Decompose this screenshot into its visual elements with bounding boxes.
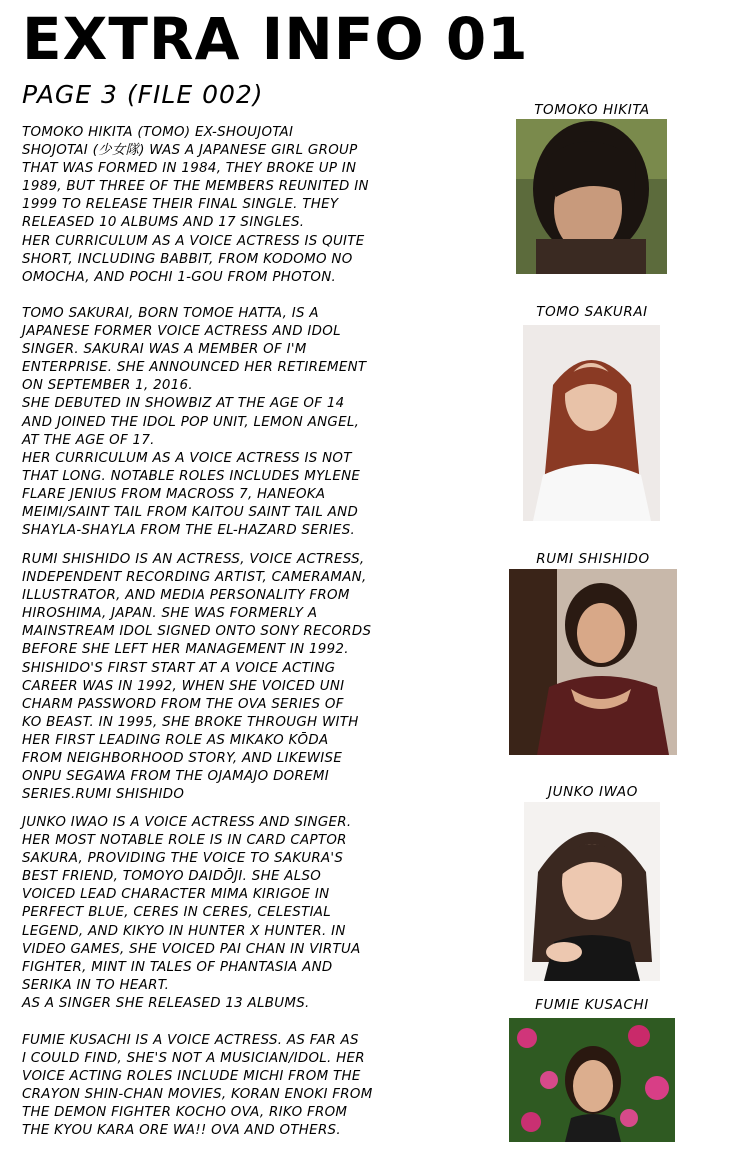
page-title: EXTRA INFO 01 — [22, 5, 529, 73]
page-subtitle: PAGE 3 (FILE 002) — [22, 80, 264, 109]
caption-tomoko-hikita: TOMOKO HIKITA — [534, 102, 650, 118]
bio-text-rumi-shishido: RUMI SHISHIDO IS AN ACTRESS, VOICE ACTRESS, INDEPENDENT RECORDING ARTIST, CAMERAMAN, ILLUSTRATOR, AND MEDIA PERSONALITY FROM HIROSHIMA, JAPAN. SHE WAS FORMERLY A MAINSTREAM IDOL SIGNED ONTO SONY RECORDS BEFORE SHE LEFT HER MANAGEMENT IN 1992. SHISHIDO'S FIRST START AT A VOICE ACTING CAREER WAS IN 1992, WHEN SHE VOICED UNI CHARM PASSWORD FROM THE OVA SERIES OF KO BEAST. IN 1995, SHE BROKE THROUGH WITH HER FIRST LEADING ROLE AS MIKAKO KŌDA FROM NEIGHBORHOOD STORY, AND LIKEWISE ONPU SEGAWA FROM THE OJAMAJO DOREMI SERIES.RUMI SHISHIDO — [22, 552, 372, 803]
caption-tomo-sakurai: TOMO SAKURAI — [536, 304, 648, 320]
photo-tomoko-hikita — [516, 119, 667, 274]
caption-rumi-shishido: RUMI SHISHIDO — [536, 551, 650, 567]
caption-junko-iwao: JUNKO IWAO — [548, 784, 638, 800]
bio-text-junko-iwao: JUNKO IWAO IS A VOICE ACTRESS AND SINGER. HER MOST NOTABLE ROLE IS IN CARD CAPTOR SAKURA, PROVIDING THE VOICE TO SAKURA'S BEST FRIEND, TOMOYO DAIDŌJI. SHE ALSO VOICED LEAD CHARACTER MIMA KIRIGOE IN PERFECT BLUE, CERES IN CERES, CELESTIAL LEGEND, AND KIKYO IN HUNTER X HUNTER. IN VIDEO GAMES, SHE VOICED PAI CHAN IN VIRTUA FIGHTER, MINT IN TALES OF PHANTASIA AND SERIKA IN TO HEART. AS A SINGER SHE RELEASED 13 ALBUMS. — [22, 815, 361, 1011]
bio-text-fumie-kusachi: FUMIE KUSACHI IS A VOICE ACTRESS. AS FAR AS I COULD FIND, SHE'S NOT A MUSICIAN/IDOL. HER VOICE ACTING ROLES INCLUDE MICHI FROM THE CRAYON SHIN-CHAN MOVIES, KORAN ENOKI FROM THE DEMON FIGHTER KOCHO OVA, RIKO FROM THE KYOU KARA ORE WA!! OVA AND OTHERS. — [22, 1033, 373, 1139]
photo-tomo-sakurai — [523, 325, 660, 521]
photo-fumie-kusachi — [509, 1018, 675, 1142]
photo-junko-iwao — [524, 802, 660, 981]
bio-text-tomo-sakurai: TOMO SAKURAI, BORN TOMOE HATTA, IS A JAPANESE FORMER VOICE ACTRESS AND IDOL SINGER. SAKURAI WAS A MEMBER OF I'M ENTERPRISE. SHE ANNOUNCED HER RETIREMENT ON SEPTEMBER 1, 2016. SHE DEBUTED IN SHOWBIZ AT THE AGE OF 14 AND JOINED THE IDOL POP UNIT, LEMON ANGEL, AT THE AGE OF 17. HER CURRICULUM AS A VOICE ACTRESS IS NOT THAT LONG. NOTABLE ROLES INCLUDES MYLENE FLARE JENIUS FROM MACROSS 7, HANEOKA MEIMI/SAINT TAIL FROM KAITOU SAINT TAIL AND SHAYLA-SHAYLA FROM THE EL-HAZARD SERIES. — [22, 306, 367, 539]
caption-fumie-kusachi: FUMIE KUSACHI — [535, 997, 649, 1013]
bio-text-tomoko-hikita: TOMOKO HIKITA (TOMO) EX-SHOUJOTAI SHOJOTAI (少女隊) WAS A JAPANESE GIRL GROUP THAT WAS FORMED IN 1984, THEY BROKE UP IN 1989, BUT THREE OF THE MEMBERS REUNITED IN 1999 TO RELEASE THEIR FINAL SINGLE. THEY RELEASED 10 ALBUMS AND 17 SINGLES. HER CURRICULUM AS A VOICE ACTRESS IS QUITE SHORT, INCLUDING BABBIT, FROM KODOMO NO OMOCHA, AND POCHI 1-GOU FROM PHOTON. — [22, 125, 369, 285]
photo-rumi-shishido — [509, 569, 677, 755]
